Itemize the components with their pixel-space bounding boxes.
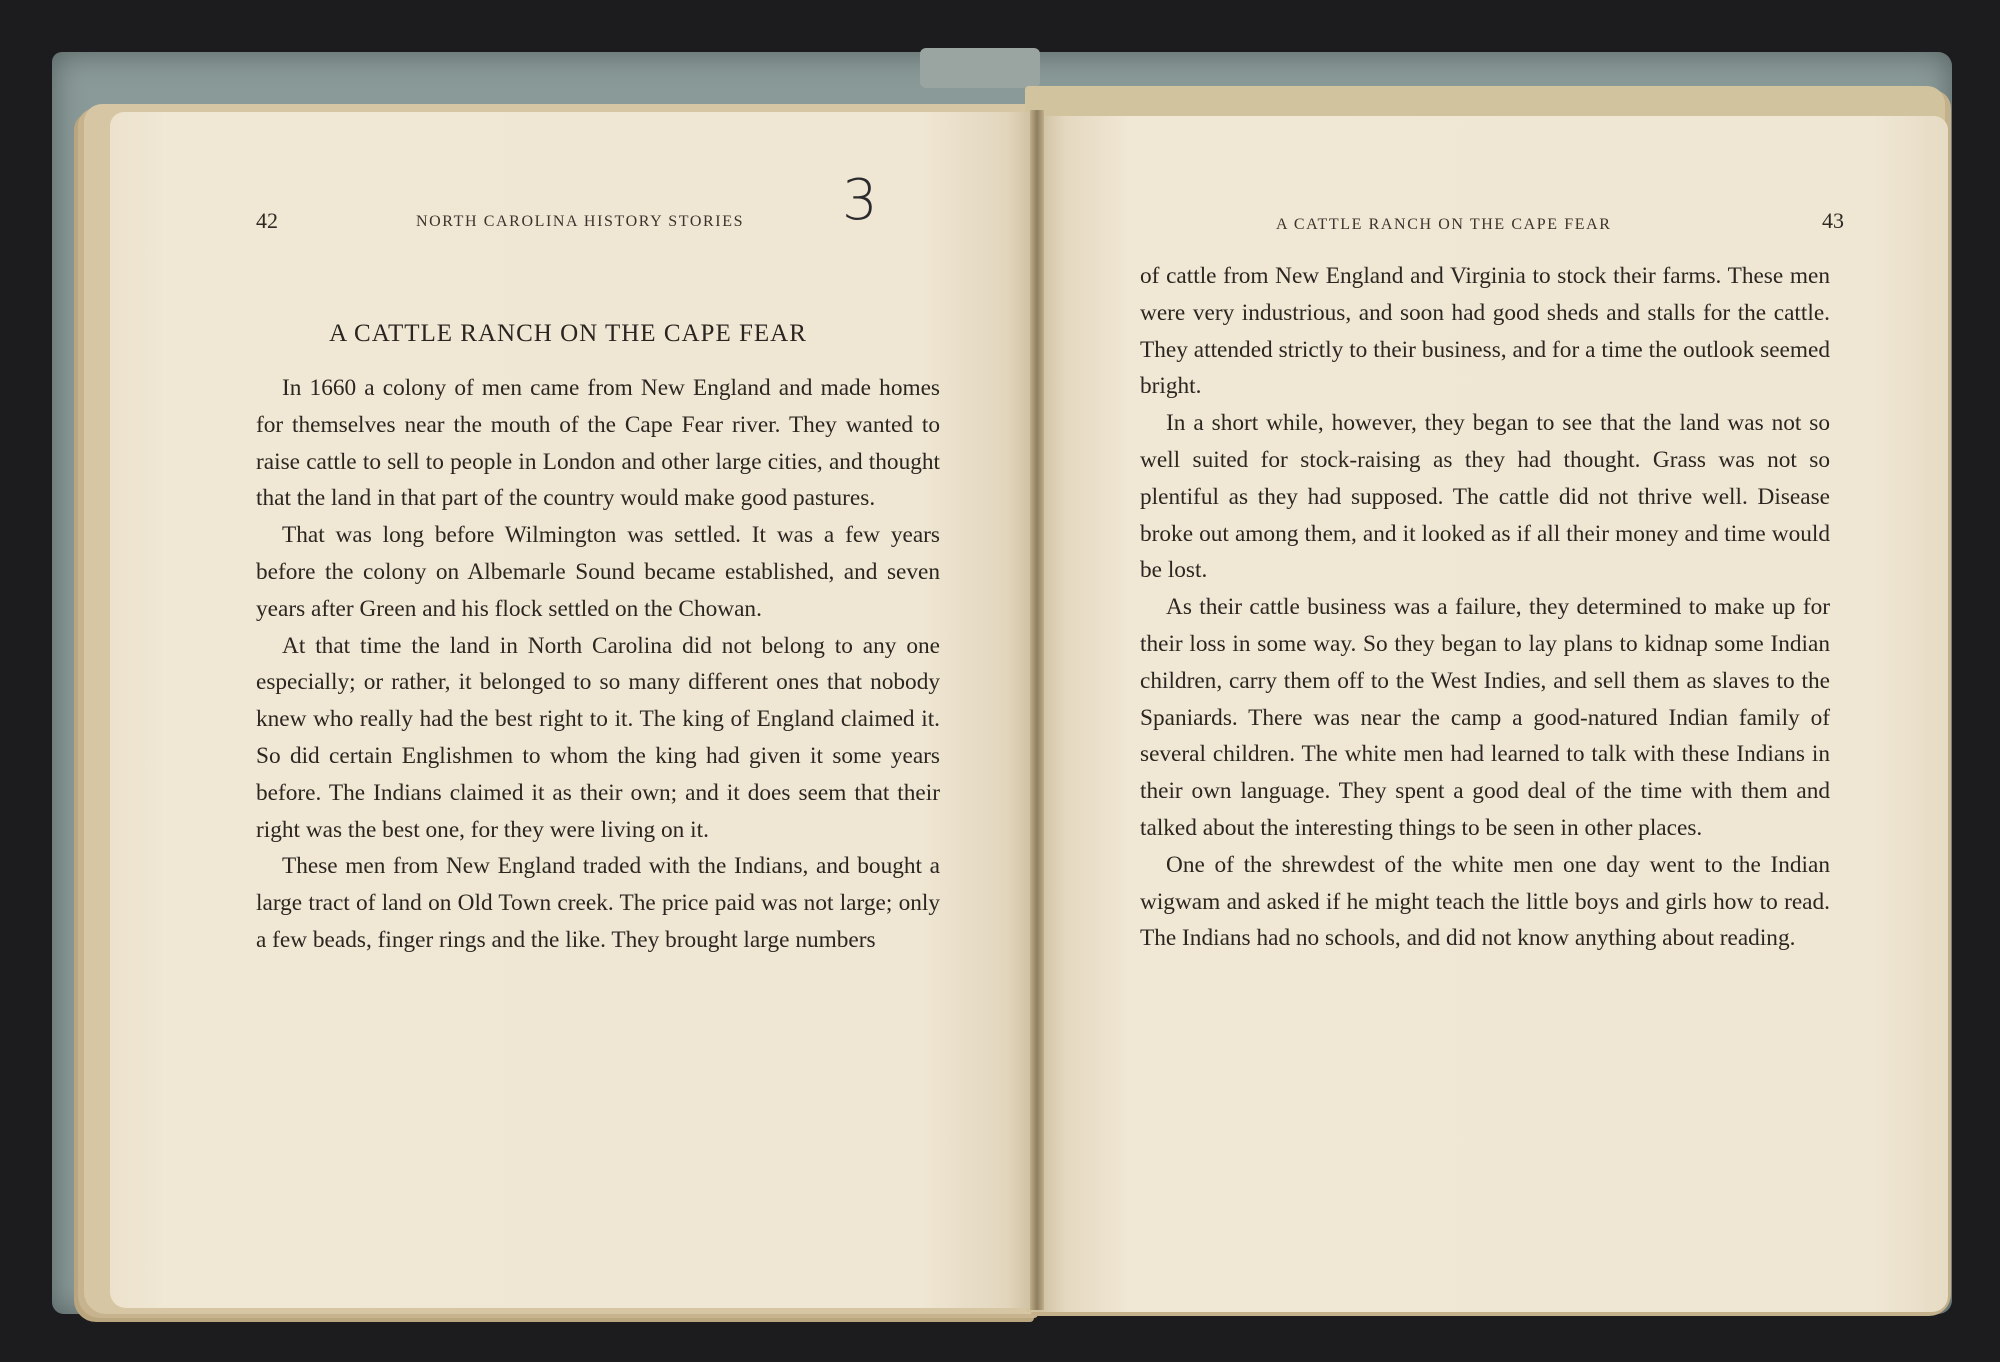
chapter-title: A CATTLE RANCH ON THE CAPE FEAR — [329, 320, 807, 347]
left-running-head: NORTH CAROLINA HISTORY STORIES — [416, 213, 745, 230]
paragraph: As their cattle business was a failure, they determined to make up for their loss in some way. So they began to lay plans to kidnap some Indian children, carry them off to the West Indies, and sell them as slaves to the Spaniards. There was near the camp a good-natured Indian family of several children. The white men had learned to talk with these Indians in their own language. They spent a good deal of the time with them and talked about the interesting things to be seen in other places. — [1140, 594, 1830, 841]
paragraph: These men from New England traded with the Indians, and bought a large tract of land on Old Town creek. The price paid was not large; only a few beads, finger rings and the like. They brought large numbers — [256, 853, 940, 953]
left-page-number: 42 — [256, 208, 278, 233]
right-page-number: 43 — [1822, 208, 1844, 233]
paragraph: At that time the land in North Carolina did not belong to any one especially; or rather, it belonged to so many different ones that nobody knew who really had the best right to it. The king of England claimed it. So did certain Englishmen to whom the king had given it some years before. The Indians claimed it as their own; and it does seem that their right was the best one, for they were living on it. — [256, 632, 940, 843]
book-spine — [920, 48, 1040, 88]
right-running-head: A CATTLE RANCH ON THE CAPE FEAR — [1276, 216, 1612, 233]
paragraph: of cattle from New England and Virginia to stock their farms. These men were very industrious, and soon had good sheds and stalls for the cattle. They attended strictly to their business, and for a time the outlook seemed bright. — [1140, 263, 1830, 400]
paragraph: One of the shrewdest of the white men one day went to the Indian wigwam and asked if he might teach the little boys and girls how to read. The Indians had no schools, and did not know anything about reading. — [1140, 851, 1830, 952]
paragraph: In 1660 a colony of men came from New England and made homes for themselves near the mouth of the Cape Fear river. They wanted to raise cattle to sell to people in London and other large cities, and thought that the land in that part of the country would make good pastures. — [256, 375, 940, 512]
right-body-text — [1140, 258, 1830, 957]
book-gutter — [1030, 110, 1044, 1310]
handwritten-page-mark: 3 — [842, 168, 878, 233]
left-page — [110, 112, 1034, 1308]
right-page — [1038, 116, 1948, 1312]
left-body-text — [256, 370, 940, 959]
paragraph: In a short while, however, they began to see that the land was not so well suited for stock-raising as they had thought. Grass was not so plentiful as they had supposed. The cattle did not thrive well. Disease broke out among them, and it looked as if all their money and time would be lost. — [1140, 410, 1830, 584]
paragraph: That was long before Wilmington was settled. It was a few years before the colony on Albemarle Sound became established, and seven years after Green and his flock settled on the Chowan. — [256, 522, 940, 622]
